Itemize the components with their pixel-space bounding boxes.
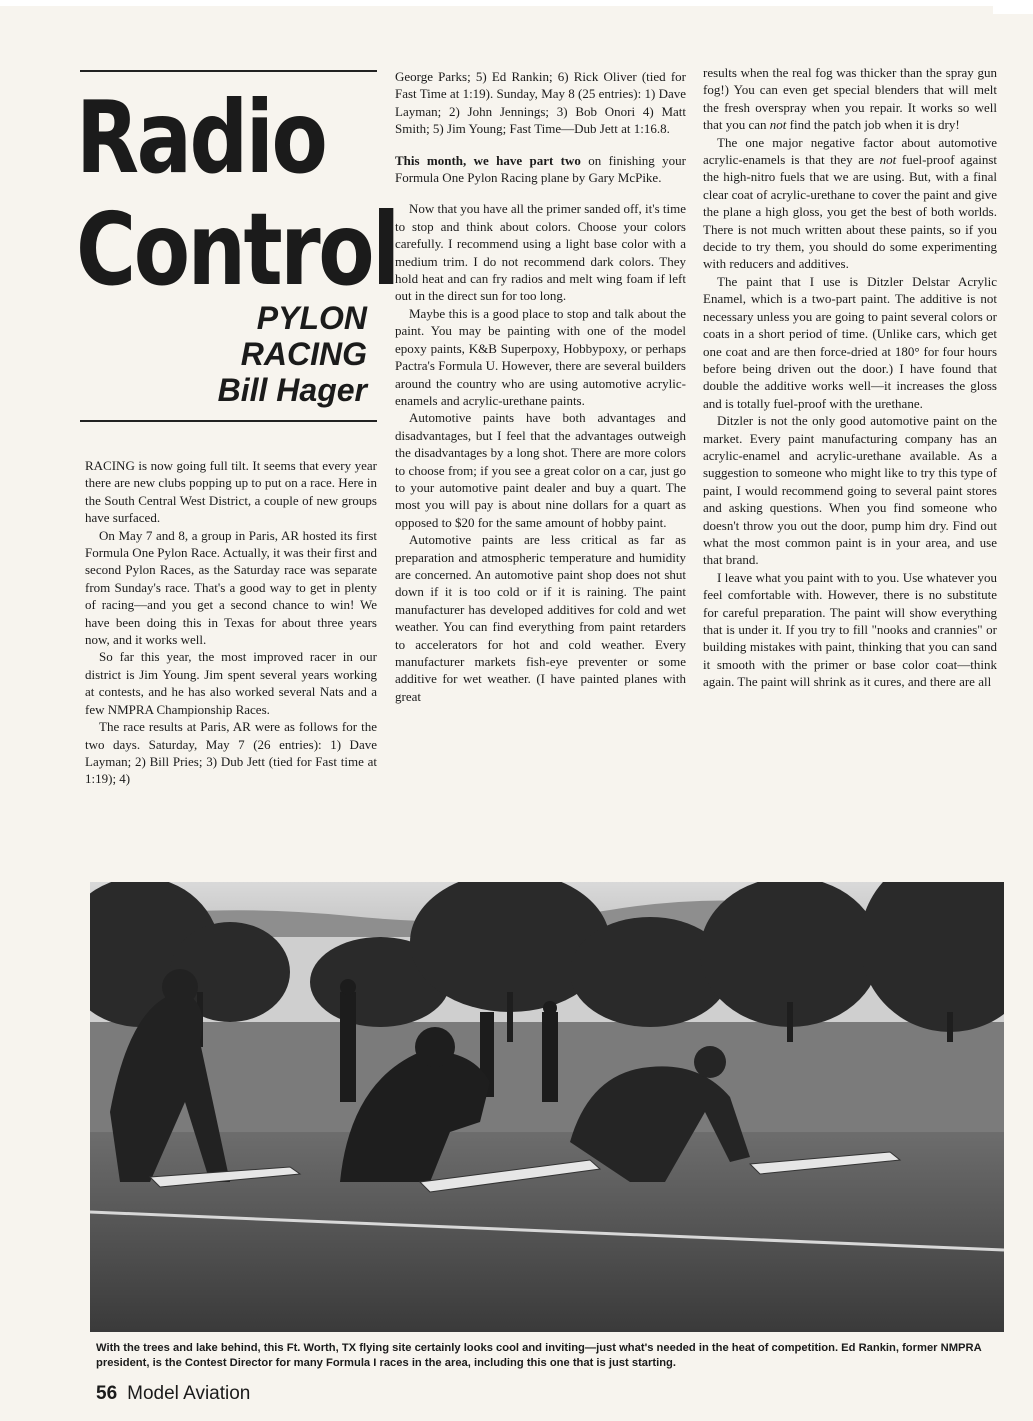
- photo-illustration: [90, 882, 1004, 1332]
- author-byline: Bill Hager: [217, 372, 367, 408]
- page-top-edge: [0, 0, 1033, 6]
- intro-bold-lead: This month, we have part two: [395, 152, 581, 168]
- race-results-continued: George Parks; 5) Ed Rankin; 6) Rick Oliver (tied for Fast Time at 1:19). Sunday, May 8 (25 entries): 1) Dave Layman; 2) John Jennings; 3) Bob Onori 4) Matt Smith; 5) Jim Young; Fast Time—Dub Jett at 1:16.8.: [395, 69, 686, 137]
- subtitle-pylon: PYLON: [256, 300, 367, 336]
- emphasis: not: [879, 152, 897, 168]
- intro-rest: on finishing your Formula One Pylon Racing plane by Gary McPike.: [395, 152, 686, 186]
- paragraph: [703, 134, 997, 273]
- page-number: 56: [96, 1383, 118, 1404]
- flying-site-photo: [90, 882, 1004, 1332]
- paragraph: On May 7 and 8, a group in Paris, AR hosted its first Formula One Pylon Race. Actually, it was their first and second Pylon Races, as the Saturday race was separate from Sunday's race. That's a good way to get in plenty of racing—and you get a second chance to win! We have been doing this in Texas for about three years now, and it works well.: [85, 527, 377, 648]
- part-two-intro: [395, 152, 686, 187]
- paragraph: [703, 64, 997, 134]
- title-line-control: Control: [76, 191, 398, 308]
- article-column-3: [703, 64, 997, 691]
- paragraph: Maybe this is a good place to stop and talk about the paint. You may be painting with one of the model epoxy paints, K&B Superpoxy, Hobbypoxy, or perhaps Pactra's Formula U. However, there are several builders around the country who are using automotive acrylic-enamels and acrylic-urethane paints.: [395, 305, 686, 408]
- column-subtitle: [80, 300, 377, 408]
- paragraph: Ditzler is not the only good automotive paint on the market. Every paint manufacturing company has an acrylic-enamel and acrylic-urethane available. As a suggestion to someone who might like to try this type of paint, I would recommend going to several paint stores and asking questions. When you find someone who doesn't throw you out the door, pump him dry. Find out what the most common paint is in your area, and use that brand.: [703, 413, 997, 568]
- paragraph: The race results at Paris, AR were as follows for the two days. Saturday, May 7 (26 entries): 1) Dave Layman; 2) Bill Pries; 3) Dub Jett (tied for Fast time at 1:19); 4): [85, 719, 377, 787]
- text-run: The one major negative factor about automotive acrylic-enamels is that they are: [703, 134, 997, 168]
- text-run: results when the real fog was thicker than the spray gun fog!) You can even get special blenders that will melt the fresh overspray when you repair. It works so well that you can: [703, 65, 997, 133]
- paragraph: I leave what you paint with to you. Use whatever you feel comfortable with. However, there is no substitute for careful preparation. The paint will show everything that is under it. If you try to fill "nooks and crannies" or building mistakes with paint, thinking that you can sand it smooth with the primer or base color coat—think again. The paint will shrink as it cures, and there are all: [703, 569, 997, 690]
- paragraph: RACING is now going full tilt. It seems that every year there are new clubs popping up to put on a race. Here in the South Central West District, a couple of new groups have surfaced.: [85, 458, 377, 526]
- page-footer: [96, 1383, 250, 1405]
- article-column-2: [395, 68, 686, 705]
- text-run: fuel-proof against the high-nitro fuels that we are using. But, with a final clear coat of acrylic-urethane to cover the paint and give the plane a high gloss, you get the best of both worlds. There is not much written about these paints, so if you decide to try them, you should do some experimenting with reducers and additives.: [703, 152, 998, 272]
- title-line-radio: Radio: [76, 79, 326, 196]
- text-run: find the patch job when it is dry!: [786, 117, 960, 133]
- title-top-rule: [80, 70, 377, 72]
- paragraph: Automotive paints are less critical as far as preparation and atmospheric temperature and humidity are concerned. An automotive paint shop does not shut down if it is too cold or if it is raining. The paint manufacturer has developed additives for cold and wet weather. You can find everything from paint retarders to accelerators for hot and cold weather. Every manufacturer markets fish-eye preventer or some additive for wet weather. (I have painted planes with great: [395, 532, 686, 704]
- photo-caption: With the trees and lake behind, this Ft. Worth, TX flying site certainly looks cool and inviting—just what's needed in the heat of competition. Ed Rankin, former NMPRA president, is the Contest Director for many Formula I races in the area, including this one that is just starting.: [96, 1342, 982, 1369]
- article-column-1: [85, 457, 377, 788]
- subtitle-racing: RACING: [240, 336, 367, 372]
- paragraph: So far this year, the most improved racer in our district is Jim Young. Jim spent several years working at contests, and he has also worked several Nats and a few NMPRA Championship Races.: [85, 649, 377, 717]
- title-bottom-rule: [80, 420, 377, 422]
- page-corner: [993, 0, 1033, 14]
- publication-name: Model Aviation: [127, 1383, 251, 1404]
- paragraph: Now that you have all the primer sanded off, it's time to stop and think about colors. Choose your colors carefully. I recommend using a light base color with a medium trim. I do not recommend dark colors. They hold heat and can fry radios and melt wing foam if left out in the direct sun for too long.: [395, 201, 686, 304]
- title-block: [76, 70, 398, 422]
- emphasis: not: [769, 117, 787, 133]
- paragraph: The paint that I use is Ditzler Delstar Acrylic Enamel, which is a two-part paint. The additive is not necessary unless you are going to paint several colors or coats in a short period of time. (Unlike cars, which get one coat and are then force-dried at 180° for four hours before being driven out the door.) I have found that double the additive works well—it increases the gloss and is totally fuel-proof with the urethane.: [703, 273, 997, 411]
- paragraph: Automotive paints have both advantages and disadvantages, but I feel that the advantages outweigh the disadvantages by a long shot. There are more colors to choose from; if you see a great color on a car, just go to your automotive paint dealer and buy a quart. The most you will pay is about nine dollars for a quart as opposed to $20 for the same amount of hobby paint.: [395, 410, 686, 530]
- department-title: [76, 79, 398, 308]
